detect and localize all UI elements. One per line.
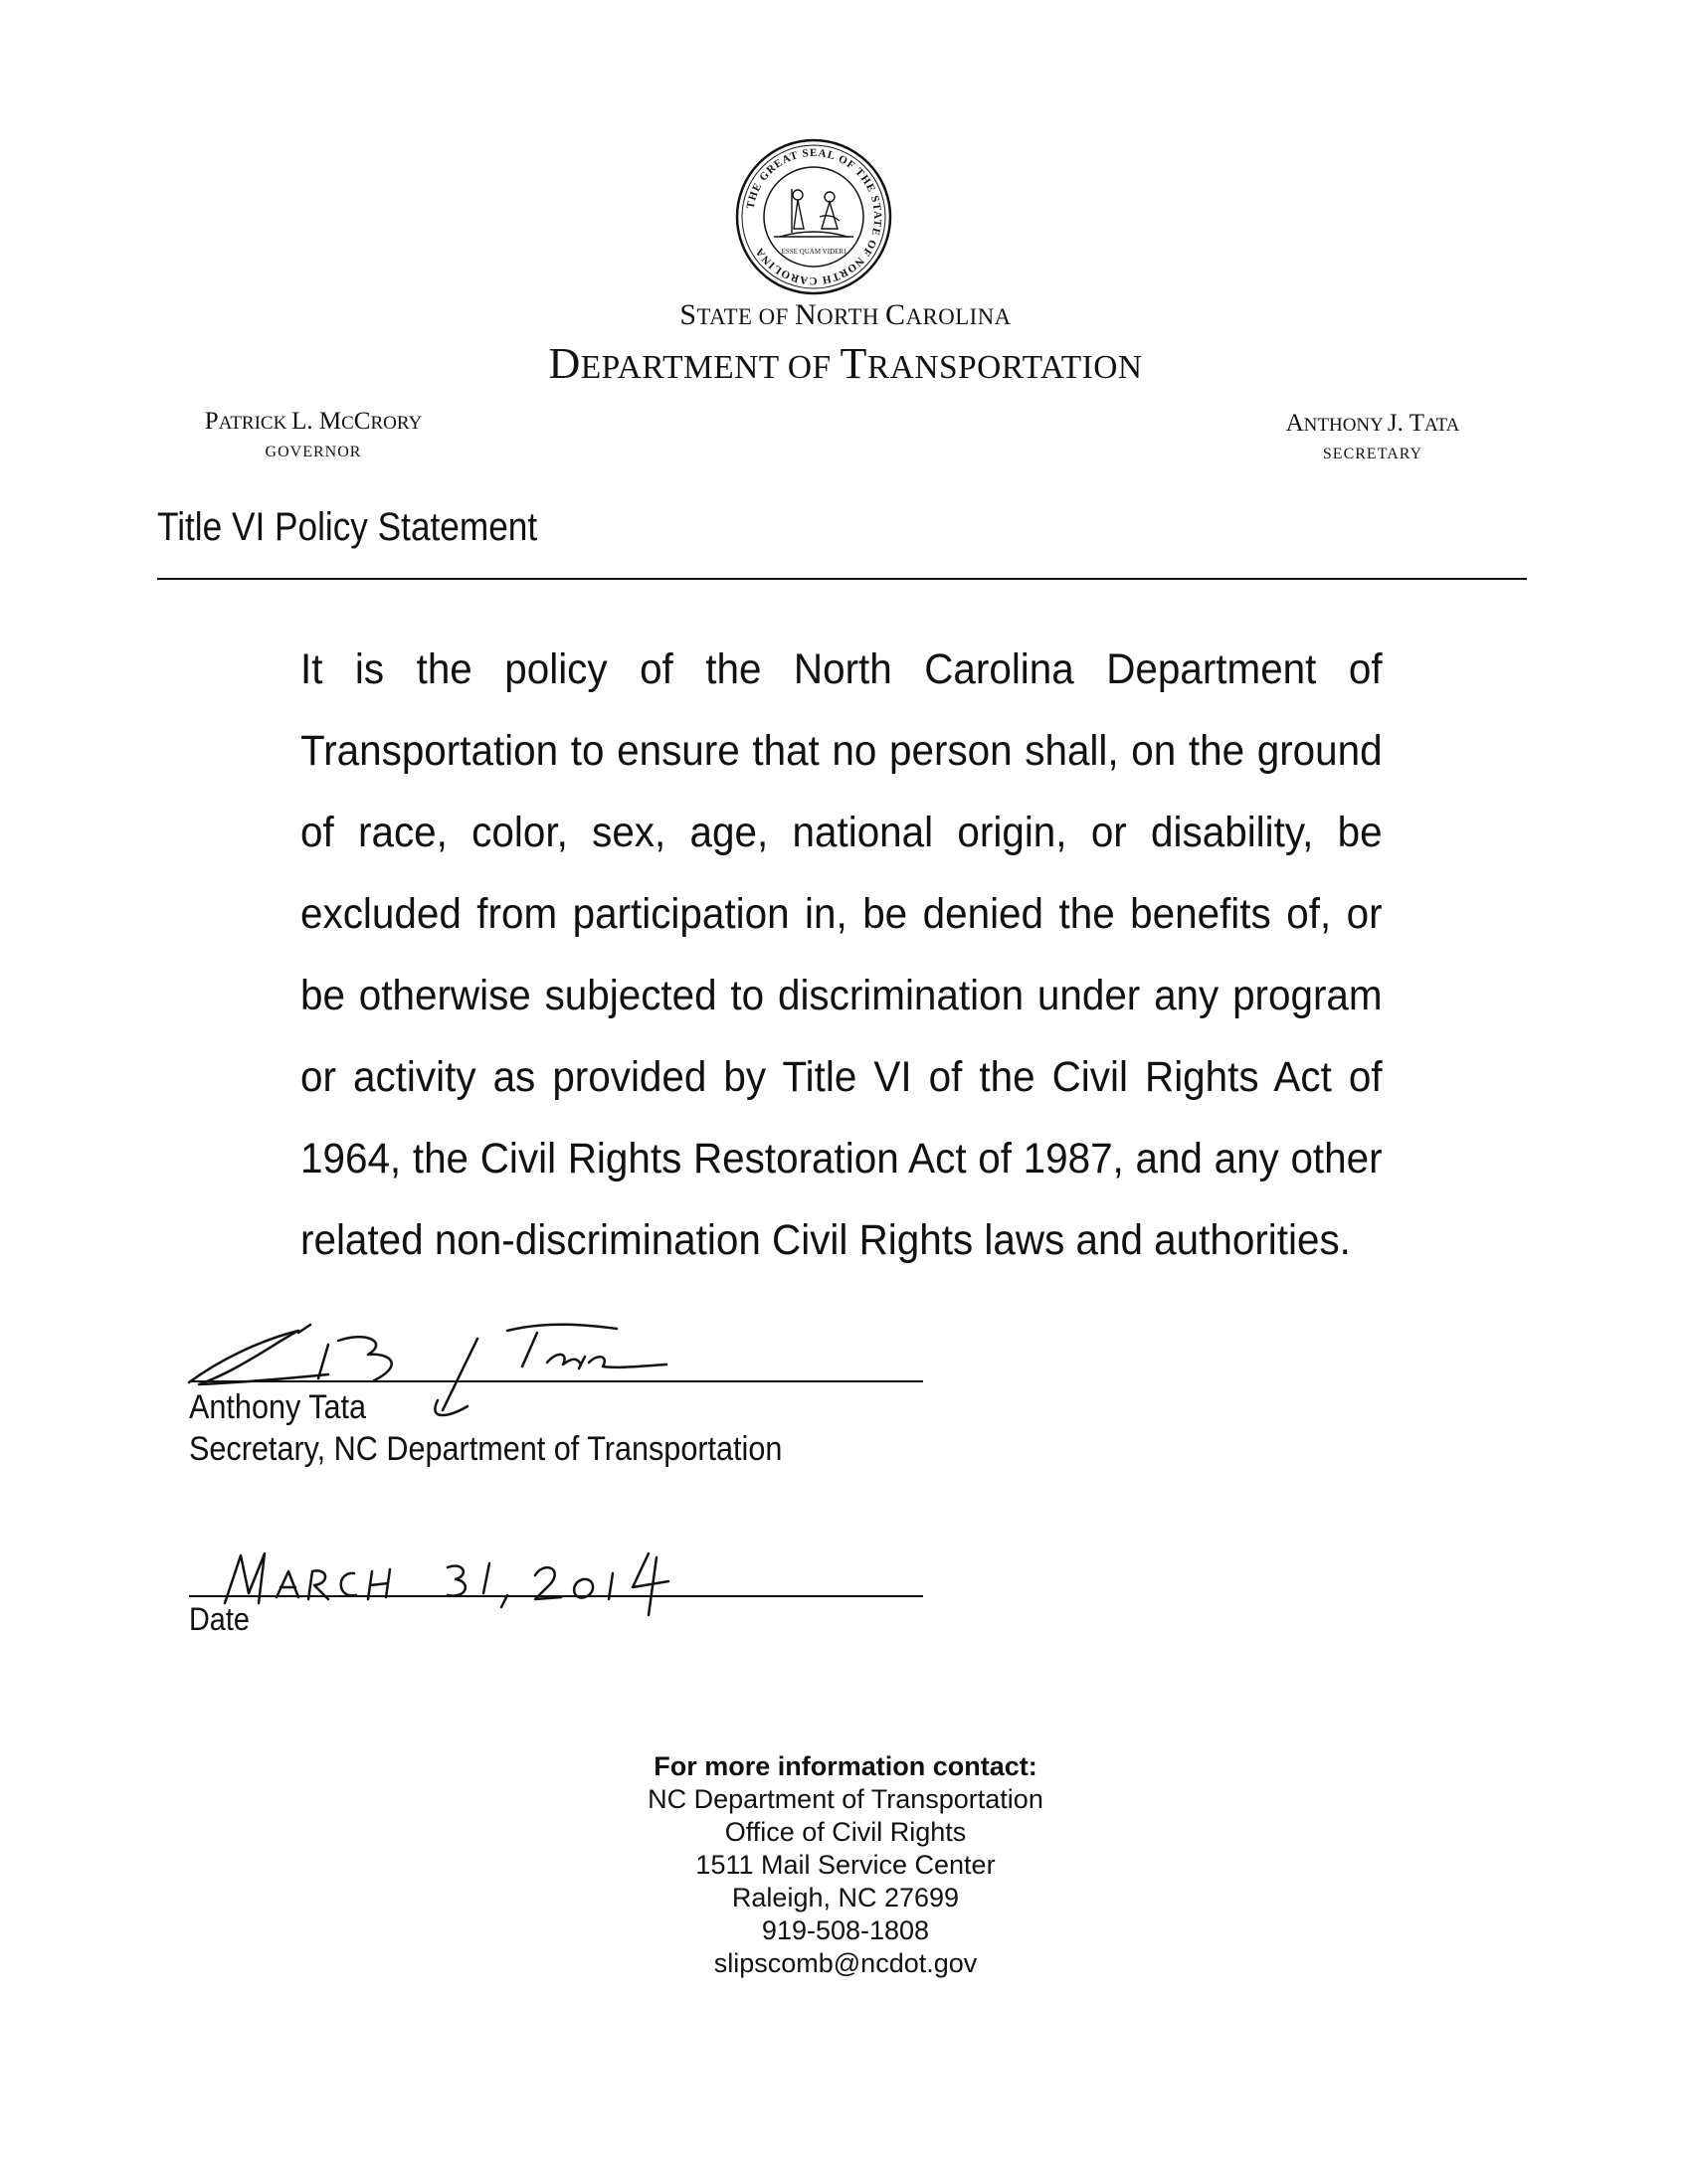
- sec-name-c: J. T: [1387, 410, 1424, 437]
- contact-block: [547, 1750, 1144, 1980]
- dept-line-d4: RANSPORTATION: [866, 349, 1143, 386]
- state-line-s2: TATE OF: [696, 304, 795, 329]
- dept-line-d1: D: [548, 339, 581, 388]
- state-line-s5: C: [885, 298, 906, 331]
- contact-line-organization: NC Department of Transportation: [648, 1784, 1043, 1814]
- gov-name-f: RORY: [370, 413, 423, 434]
- contact-line-mail-center: 1511 Mail Service Center: [695, 1850, 996, 1880]
- department-name: [0, 338, 1691, 389]
- contact-line-office: Office of Civil Rights: [724, 1817, 967, 1847]
- signer-title: Secretary, NC Department of Transportation: [189, 1430, 783, 1468]
- governor-title: GOVERNOR: [265, 444, 362, 460]
- sec-name-a: A: [1285, 410, 1304, 437]
- gov-name-e: C: [353, 408, 371, 435]
- contact-heading: For more information contact:: [654, 1751, 1037, 1781]
- state-line-s3: N: [794, 298, 818, 331]
- state-line-s4: ORTH: [817, 304, 886, 329]
- governor-name: [149, 408, 477, 436]
- title-divider: [157, 578, 1527, 580]
- secretary-name: [1209, 410, 1537, 438]
- handwritten-date: [219, 1538, 716, 1617]
- svg-text:THE GREAT SEAL OF THE STATE OF: THE GREAT SEAL OF THE STATE OF NORTH CAROLINA: [744, 146, 884, 287]
- dept-line-d2: EPARTMENT OF: [580, 349, 841, 386]
- contact-line-phone: 919-508-1808: [761, 1915, 930, 1945]
- date-label: Date: [189, 1601, 250, 1637]
- sec-name-d: ATA: [1423, 415, 1460, 436]
- gov-name-b: ATRICK: [218, 413, 292, 434]
- signer-name: Anthony Tata: [189, 1388, 367, 1426]
- svg-text:ESSE QUAM VIDERI: ESSE QUAM VIDERI: [781, 248, 846, 256]
- gov-name-c: L. M: [291, 408, 342, 435]
- dept-line-d3: T: [840, 339, 867, 388]
- secretary-title: SECRETARY: [1322, 446, 1423, 462]
- contact-line-email[interactable]: slipscomb@ncdot.gov: [713, 1948, 978, 1978]
- date-line: [189, 1595, 923, 1597]
- state-name: [0, 298, 1691, 332]
- contact-line-city: Raleigh, NC 27699: [731, 1883, 960, 1912]
- gov-name-d: C: [341, 413, 354, 434]
- gov-name-a: P: [204, 408, 219, 435]
- policy-statement-body: It is the policy of the North Carolina Department of Transportation to ensure that no person shall, on the ground of race, color, sex, age, national origin, or disability, be excluded from participation in, be denied the benefits of, or be otherwise subjected to discrimination under any program or activity as provided by Title VI of the Civil Rights Act of 1964, the Civil Rights Restoration Act of 1987, and any other related non-discrimination Civil Rights laws and authorities.: [300, 645, 1383, 1264]
- document-title: Title VI Policy Statement: [157, 505, 538, 549]
- signature-line: [189, 1380, 923, 1382]
- state-line-s1: S: [679, 298, 697, 331]
- state-line-s6: AROLINA: [905, 304, 1012, 329]
- sec-name-b: NTHONY: [1303, 415, 1388, 436]
- state-seal: [734, 137, 893, 296]
